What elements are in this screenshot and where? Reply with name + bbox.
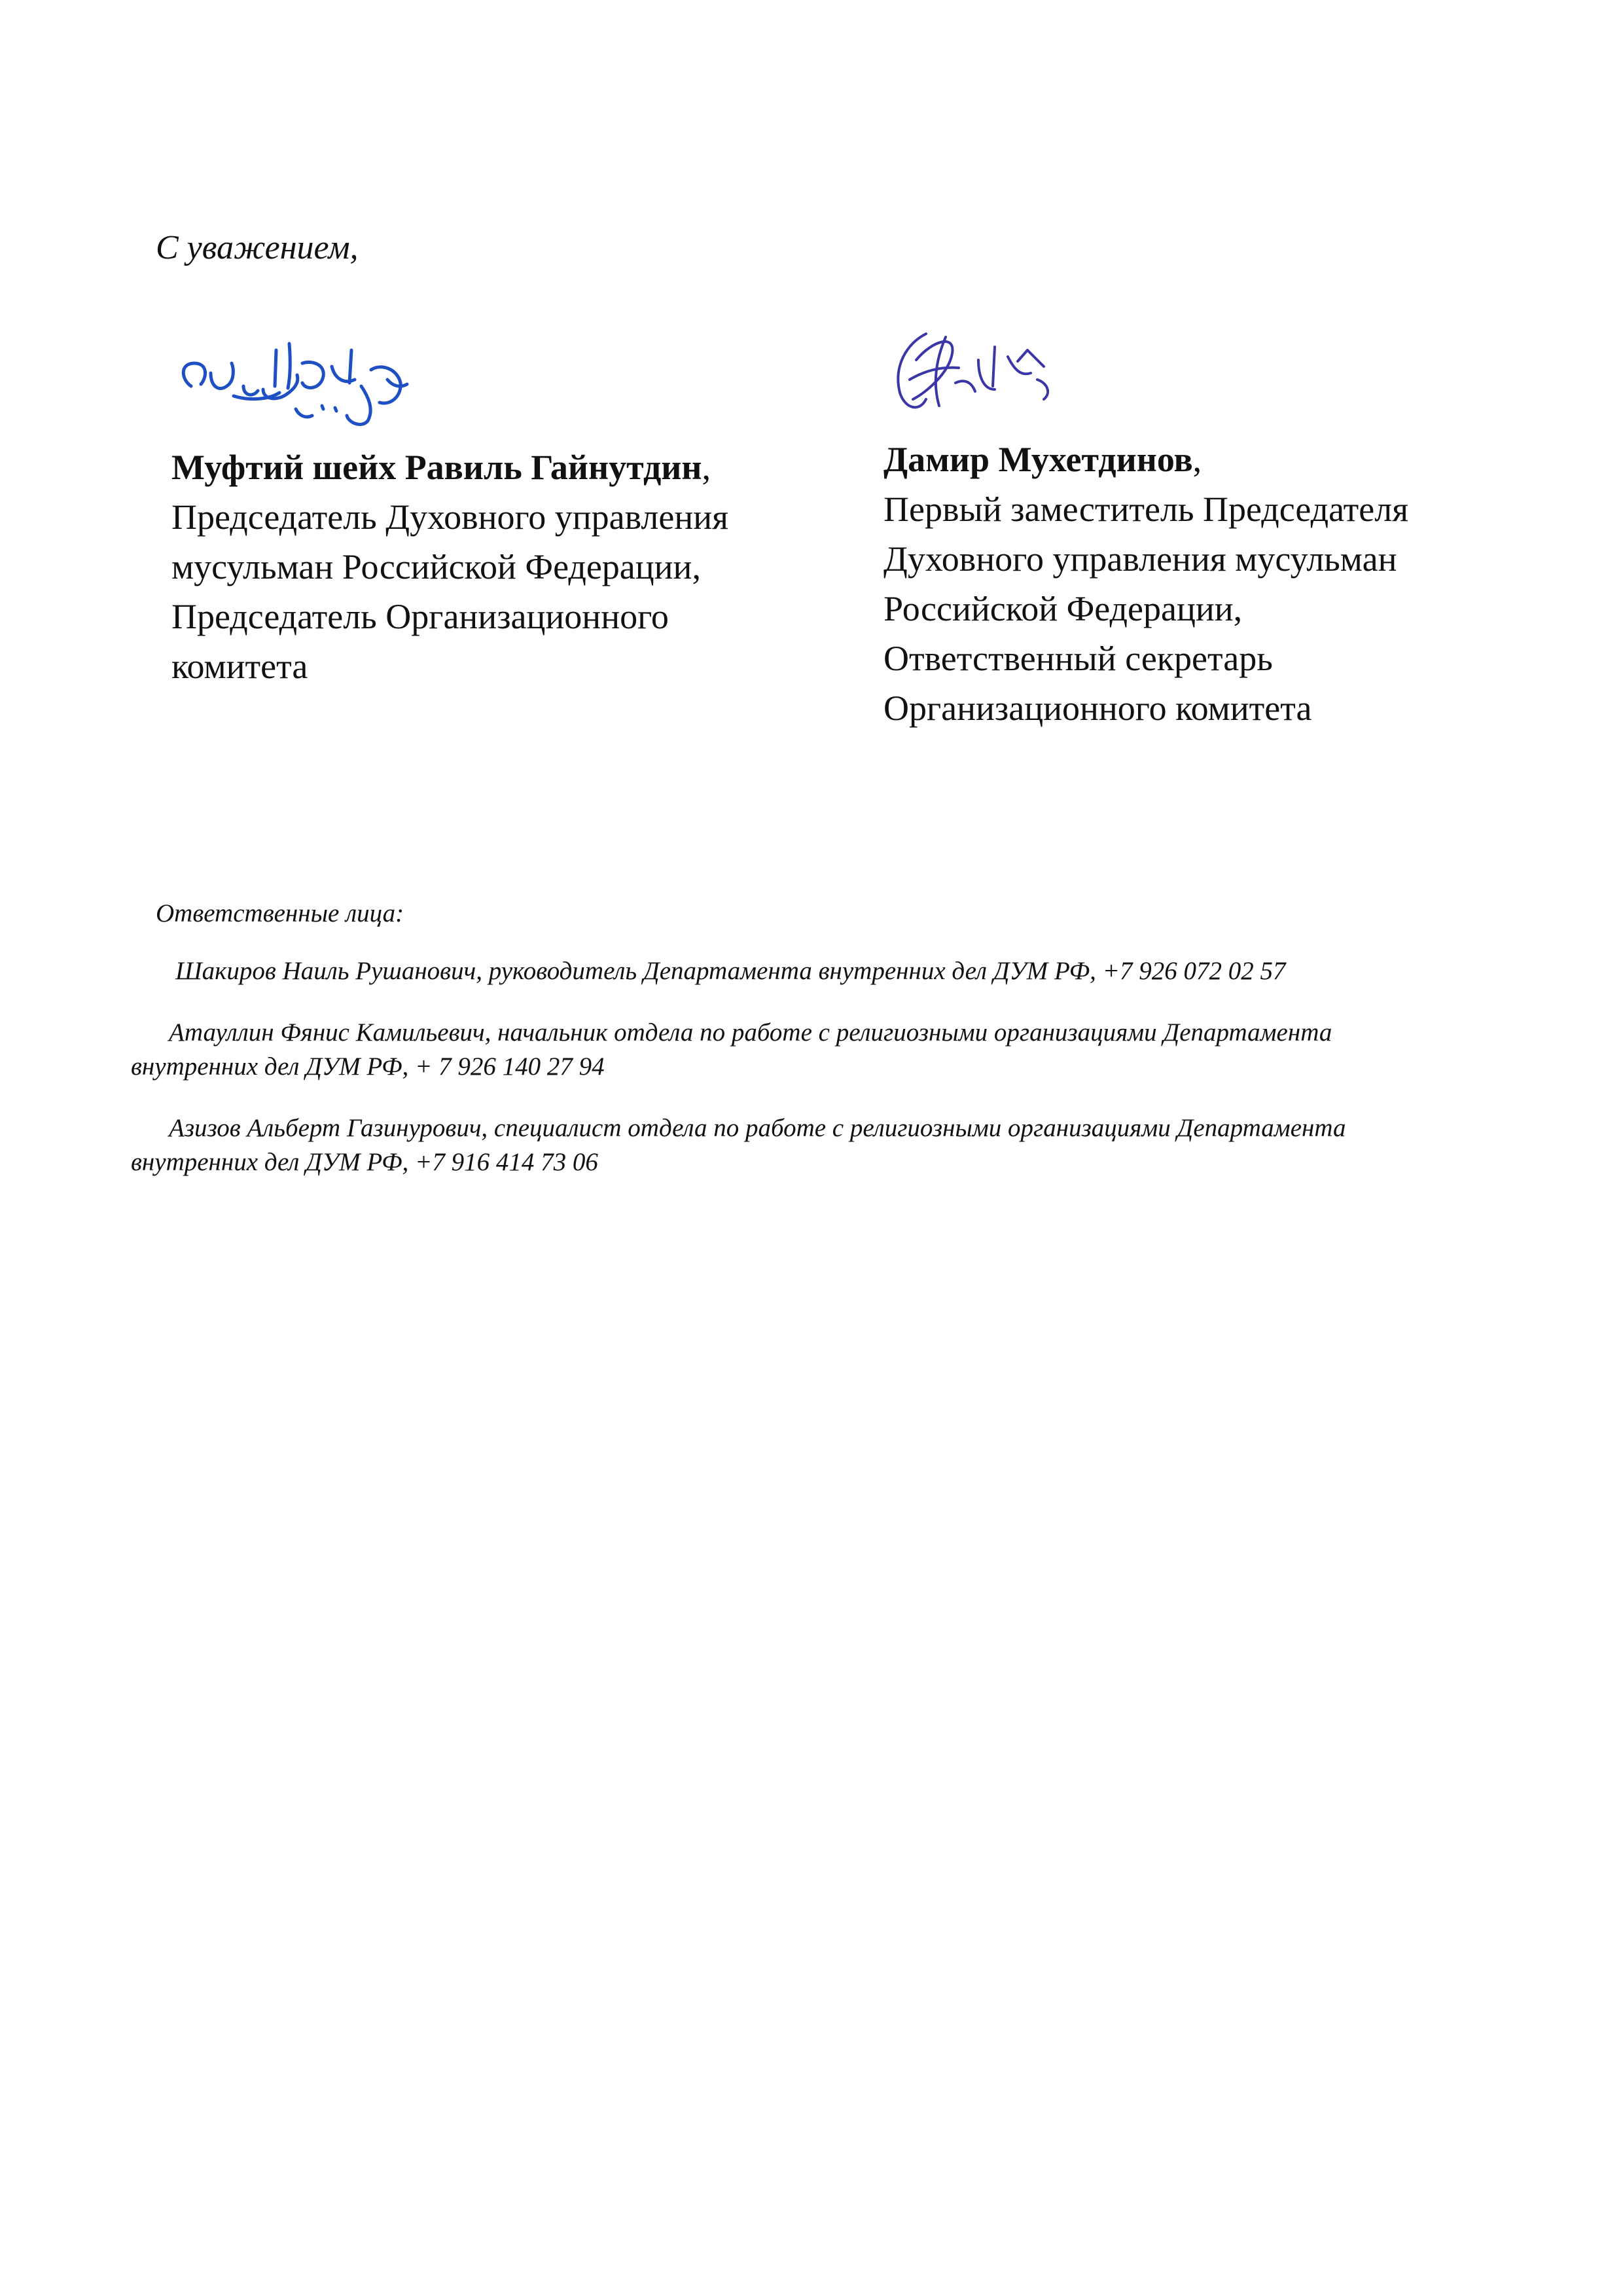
signer-right-name-line: [883, 435, 1538, 484]
contact-entry: [131, 1016, 1479, 1084]
contact-entry-line-2: внутренних дел ДУМ РФ, + 7 926 140 27 94: [131, 1052, 605, 1081]
contact-entry-line-1: Азизов Альберт Газинурович, специалист отдела по работе с религиозными организациями Департамента: [169, 1114, 1346, 1142]
signer-right-title-line-4: Ответственный секретарь: [883, 639, 1273, 678]
signer-left-title-line-2: мусульман Российской Федерации,: [171, 547, 701, 586]
signer-right-title-line-1: Первый заместитель Председателя: [883, 490, 1409, 529]
signer-left-title-line-3: Председатель Организационного: [171, 597, 669, 636]
signer-left-name: Муфтий шейх Равиль Гайнутдин: [171, 448, 702, 487]
signer-left-title-line-1: Председатель Духовного управления: [171, 497, 728, 537]
salutation: С уважением,: [156, 229, 359, 266]
signature-right-image: [880, 321, 1070, 425]
responsible-persons-title: Ответственные лица:: [156, 899, 404, 927]
contact-entry-line-1: Шакиров Наиль Рушанович, руководитель Департамента внутренних дел ДУМ РФ, +7 926 072 02 57: [175, 957, 1286, 985]
responsible-persons-section: [131, 897, 1479, 1207]
contact-entry-line-2: внутренних дел ДУМ РФ, +7 916 414 73 06: [131, 1148, 598, 1176]
signer-left-block: [171, 442, 826, 691]
signer-right-block: [883, 435, 1538, 733]
signer-left-name-suffix: ,: [702, 448, 711, 487]
signature-left-image: [171, 324, 420, 442]
signer-right-title-line-5: Организационного комитета: [883, 689, 1312, 728]
signer-right-title-line-3: Российской Федерации,: [883, 589, 1243, 628]
signer-right-name-suffix: ,: [1192, 440, 1202, 479]
signer-left-title-line-4: комитета: [171, 647, 308, 686]
contact-entry-line-1: Атауллин Фянис Камильевич, начальник отдела по работе с религиозными организациями Департамента: [169, 1018, 1332, 1047]
contact-entry: [131, 954, 1479, 988]
signer-right-title-line-2: Духовного управления мусульман: [883, 539, 1397, 579]
signer-left-name-line: [171, 442, 826, 492]
contact-entry: [131, 1111, 1479, 1179]
signer-right-name: Дамир Мухетдинов: [883, 440, 1193, 479]
